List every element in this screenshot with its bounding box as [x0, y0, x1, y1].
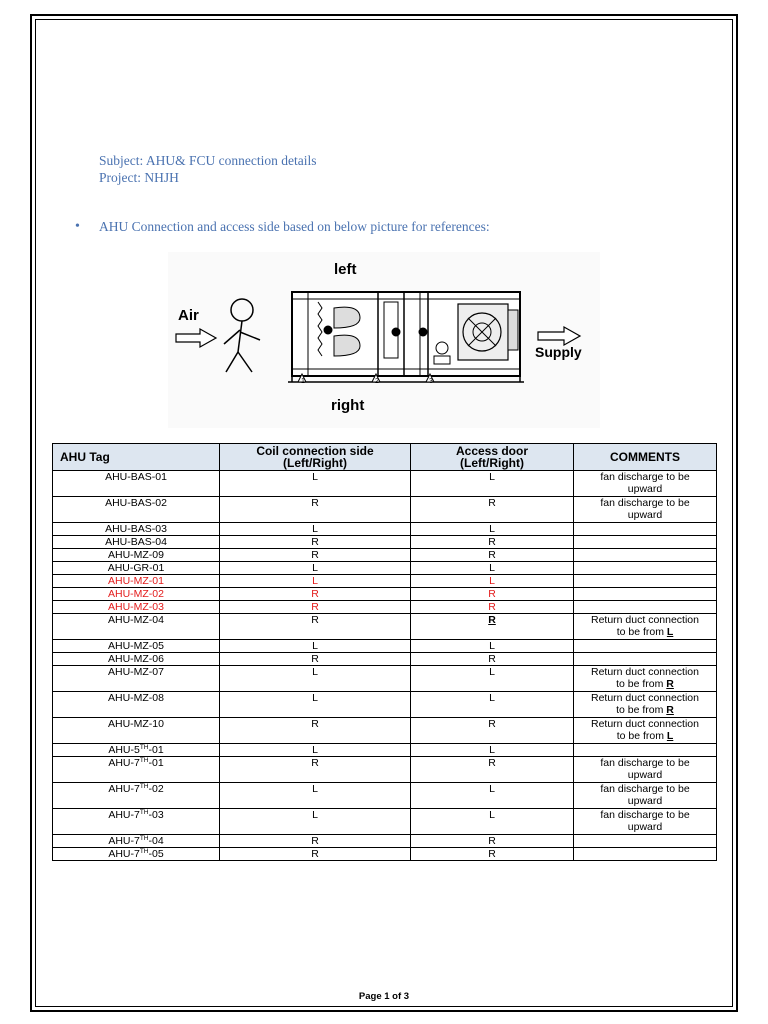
cell-ahu-tag: [53, 809, 220, 835]
tag-text: AHU-7: [108, 757, 140, 769]
cell-ahu-tag: [53, 549, 220, 562]
tag-superscript: TH: [139, 835, 149, 842]
cell-comments: [574, 536, 717, 549]
cell-coil-side: L: [220, 471, 411, 497]
diagram-label-left: left: [334, 261, 357, 278]
cell-comments: [574, 497, 717, 523]
cell-comments: [574, 601, 717, 614]
header-door-line1: Access door: [455, 444, 529, 458]
cell-access-door: L: [411, 744, 574, 757]
cell-access-door: L: [411, 640, 574, 653]
cell-comments: [574, 588, 717, 601]
tag-superscript: TH: [139, 757, 149, 764]
cell-ahu-tag: [53, 835, 220, 848]
table-row: [53, 653, 717, 666]
cell-ahu-tag: [53, 575, 220, 588]
tag-text: -05: [148, 848, 164, 860]
cell-access-door: R: [411, 718, 574, 744]
table-row: [53, 601, 717, 614]
tag-text: AHU-BAS-01: [105, 471, 167, 483]
cell-comments: [574, 666, 717, 692]
diagram-label-supply: Supply: [535, 344, 582, 360]
cell-ahu-tag: [53, 848, 220, 861]
cell-coil-side: R: [220, 835, 411, 848]
cell-coil-side: L: [220, 666, 411, 692]
cell-coil-side: R: [220, 536, 411, 549]
table-row: [53, 588, 717, 601]
cell-comments: [574, 614, 717, 640]
table-row: [53, 640, 717, 653]
cell-comments: [574, 523, 717, 536]
cell-ahu-tag: [53, 614, 220, 640]
cell-access-door: L: [411, 523, 574, 536]
tag-text: AHU-BAS-03: [105, 523, 167, 535]
cell-access-door: L: [411, 666, 574, 692]
cell-comments: [574, 757, 717, 783]
comment-side-emphasis: L: [666, 730, 674, 742]
diagram-marker-label: 3: [429, 378, 433, 385]
cell-comments: [574, 575, 717, 588]
cell-access-door: L: [411, 562, 574, 575]
page-footer: Page 1 of 3: [358, 991, 410, 1002]
comment-line2: upward: [627, 795, 663, 807]
cell-access-door: R: [411, 549, 574, 562]
table-row: [53, 614, 717, 640]
comment-side-emphasis: L: [666, 626, 674, 638]
cell-access-door: R: [411, 601, 574, 614]
cell-ahu-tag: [53, 692, 220, 718]
tag-text: AHU-MZ-07: [107, 666, 164, 678]
tag-text: AHU-MZ-02: [107, 588, 164, 600]
tag-text: -04: [148, 835, 164, 847]
cell-coil-side: L: [220, 783, 411, 809]
cell-comments: [574, 640, 717, 653]
header-coil-connection: [220, 444, 411, 471]
tag-superscript: TH: [139, 809, 149, 816]
comment-line1: Return duct connection: [591, 692, 699, 704]
tag-text: AHU-GR-01: [107, 562, 165, 574]
comment-line2: to be from: [616, 730, 664, 742]
header-coil-line2: (Left/Right): [283, 456, 347, 470]
diagram-label-air: Air: [178, 307, 199, 324]
comment-line1: Return duct connection: [591, 666, 699, 678]
bullet-text: AHU Connection and access side based on below picture for references:: [99, 219, 490, 234]
cell-ahu-tag: [53, 744, 220, 757]
table-row: [53, 523, 717, 536]
cell-comments: [574, 809, 717, 835]
table-row: [53, 783, 717, 809]
cell-ahu-tag: [53, 588, 220, 601]
table-row: [53, 744, 717, 757]
cell-coil-side: R: [220, 718, 411, 744]
ahu-unit-icon: [288, 292, 524, 382]
tag-text: -02: [148, 783, 164, 795]
tag-superscript: TH: [139, 783, 149, 790]
ahu-table: [52, 443, 717, 861]
comment-side-emphasis: R: [666, 704, 674, 716]
tag-text: -01: [148, 757, 164, 769]
cell-coil-side: R: [220, 757, 411, 783]
cell-access-door: R: [411, 497, 574, 523]
table-header-row: [53, 444, 717, 471]
cell-access-door: R: [411, 848, 574, 861]
cell-access-door: R: [411, 588, 574, 601]
header-comments: COMMENTS: [574, 444, 717, 471]
comment-line2: upward: [627, 769, 663, 781]
comment-line2: upward: [627, 483, 663, 495]
cell-access-door: L: [411, 575, 574, 588]
table-row: [53, 497, 717, 523]
tag-text: AHU-MZ-06: [107, 653, 164, 665]
cell-coil-side: R: [220, 614, 411, 640]
diagram-marker-label: 1: [301, 378, 305, 385]
header-ahu-tag: AHU Tag: [53, 444, 220, 471]
cell-comments: [574, 562, 717, 575]
cell-coil-side: R: [220, 549, 411, 562]
tag-text: AHU-MZ-01: [107, 575, 164, 587]
cell-comments: [574, 783, 717, 809]
comment-line2: upward: [627, 821, 663, 833]
tag-text: AHU-MZ-03: [107, 601, 164, 613]
tag-text: AHU-MZ-08: [107, 692, 164, 704]
cell-access-door: R: [411, 835, 574, 848]
table-row: [53, 536, 717, 549]
comment-line1: Return duct connection: [591, 614, 699, 626]
cell-ahu-tag: [53, 666, 220, 692]
tag-superscript: TH: [139, 848, 149, 855]
cell-comments: [574, 835, 717, 848]
cell-coil-side: R: [220, 653, 411, 666]
tag-text: AHU-MZ-04: [107, 614, 164, 626]
comment-line1: fan discharge to be: [600, 783, 690, 795]
comment-line2: to be from: [616, 704, 664, 716]
cell-coil-side: L: [220, 640, 411, 653]
table-row: [53, 471, 717, 497]
cell-ahu-tag: [53, 718, 220, 744]
bullet-icon: •: [75, 219, 80, 234]
comment-line1: fan discharge to be: [600, 809, 690, 821]
cell-coil-side: L: [220, 562, 411, 575]
cell-coil-side: L: [220, 692, 411, 718]
header-door-line2: (Left/Right): [460, 456, 524, 470]
cell-ahu-tag: [53, 601, 220, 614]
tag-text: AHU-7: [108, 809, 140, 821]
cell-access-door: R: [411, 757, 574, 783]
cell-access-door: L: [411, 783, 574, 809]
header-coil-line1: Coil connection side: [256, 444, 374, 458]
table-row: [53, 562, 717, 575]
tag-text: AHU-5: [108, 744, 140, 756]
tag-superscript: TH: [139, 744, 149, 751]
table-row: [53, 718, 717, 744]
diagram-label-right: right: [331, 397, 365, 414]
diagram-marker-label: 2: [375, 378, 379, 385]
tag-text: AHU-7: [108, 835, 140, 847]
cell-access-door: R: [411, 536, 574, 549]
table-row: [53, 848, 717, 861]
cell-ahu-tag: [53, 640, 220, 653]
cell-ahu-tag: [53, 783, 220, 809]
comment-line2: upward: [627, 509, 663, 521]
tag-text: AHU-7: [108, 848, 140, 860]
ahu-diagram: [168, 252, 600, 428]
cell-access-door: L: [411, 692, 574, 718]
subject-line: Subject: AHU& FCU connection details: [99, 153, 317, 168]
cell-ahu-tag: [53, 757, 220, 783]
table-row: [53, 809, 717, 835]
comment-line1: fan discharge to be: [600, 497, 690, 509]
cell-ahu-tag: [53, 653, 220, 666]
cell-comments: [574, 653, 717, 666]
table-body: [53, 471, 717, 861]
cell-ahu-tag: [53, 523, 220, 536]
cell-ahu-tag: [53, 562, 220, 575]
comment-side-emphasis: R: [666, 678, 674, 690]
comment-line1: fan discharge to be: [600, 471, 690, 483]
cell-comments: [574, 549, 717, 562]
table-row: [53, 666, 717, 692]
tag-text: AHU-7: [108, 783, 140, 795]
tag-text: -01: [148, 744, 164, 756]
cell-access-door: R: [411, 653, 574, 666]
cell-coil-side: L: [220, 575, 411, 588]
cell-comments: [574, 718, 717, 744]
tag-text: AHU-BAS-04: [105, 536, 167, 548]
header-access-door: [411, 444, 574, 471]
cell-coil-side: L: [220, 809, 411, 835]
cell-comments: [574, 471, 717, 497]
cell-ahu-tag: [53, 536, 220, 549]
comment-line1: fan discharge to be: [600, 757, 690, 769]
table-row: [53, 692, 717, 718]
cell-coil-side: R: [220, 588, 411, 601]
cell-access-door: R: [411, 614, 574, 640]
comment-line1: Return duct connection: [591, 718, 699, 730]
cell-coil-side: R: [220, 848, 411, 861]
table-row: [53, 549, 717, 562]
cell-comments: [574, 692, 717, 718]
comment-line2: to be from: [616, 678, 664, 690]
tag-text: AHU-BAS-02: [105, 497, 167, 509]
cell-access-door: L: [411, 809, 574, 835]
tag-text: -03: [148, 809, 164, 821]
table-row: [53, 757, 717, 783]
cell-access-door: L: [411, 471, 574, 497]
cell-coil-side: R: [220, 497, 411, 523]
cell-coil-side: R: [220, 601, 411, 614]
cell-ahu-tag: [53, 497, 220, 523]
tag-text: AHU-MZ-05: [107, 640, 164, 652]
cell-ahu-tag: [53, 471, 220, 497]
comment-line2: to be from: [616, 626, 664, 638]
cell-comments: [574, 744, 717, 757]
project-line: Project: NHJH: [99, 170, 179, 185]
cell-coil-side: L: [220, 744, 411, 757]
table-row: [53, 835, 717, 848]
cell-coil-side: L: [220, 523, 411, 536]
tag-text: AHU-MZ-09: [107, 549, 164, 561]
cell-comments: [574, 848, 717, 861]
tag-text: AHU-MZ-10: [107, 718, 164, 730]
table-row: [53, 575, 717, 588]
